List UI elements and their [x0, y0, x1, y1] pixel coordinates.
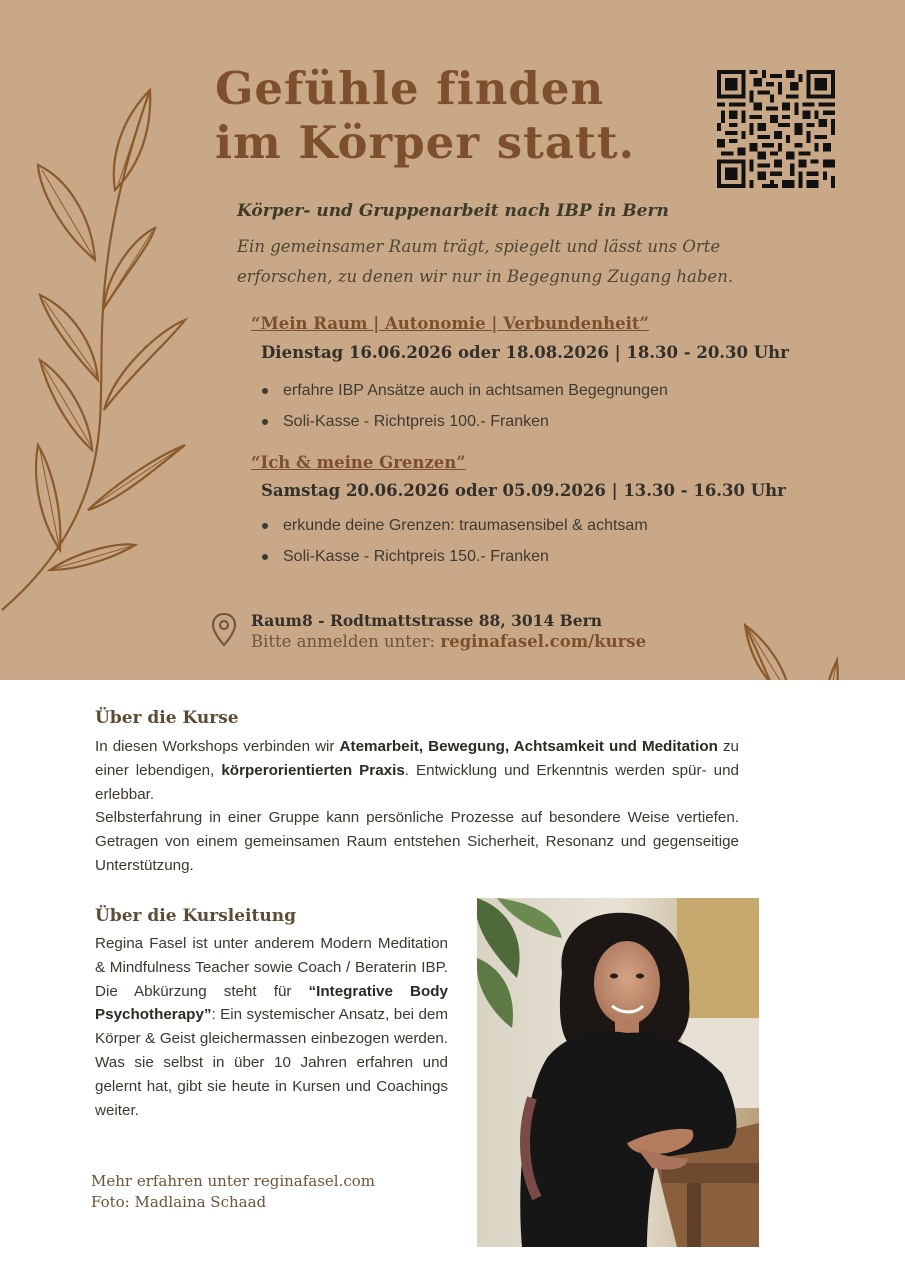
- list-item: erkunde deine Grenzen: traumasensibel & achtsam: [262, 516, 648, 547]
- course-1-title[interactable]: “Mein Raum | Autonomie | Verbundenheit”: [251, 314, 650, 333]
- list-item: Soli-Kasse - Richtpreis 100.- Franken: [262, 412, 668, 443]
- qr-code-icon[interactable]: [717, 70, 835, 188]
- text-span: Regina Fasel ist unter anderem Modern Meditation & Mindfulness Teacher sowie Coach / Beraterin IBP. Die Abkürzung steht für: [95, 935, 448, 1000]
- list-item: Soli-Kasse - Richtpreis 150.- Franken: [262, 547, 648, 578]
- text-bold: körperorientierten Praxis: [221, 761, 405, 779]
- photo-credit: Foto: Madlaina Schaad: [91, 1193, 267, 1211]
- location-address: Raum8 - Rodtmattstrasse 88, 3014 Bern: [251, 611, 603, 630]
- course-2-title[interactable]: “Ich & meine Grenzen”: [251, 453, 466, 472]
- registration-prefix: Bitte anmelden unter:: [251, 632, 441, 651]
- title-line-1: Gefühle finden: [215, 62, 605, 115]
- course-1-bullets: [262, 381, 668, 443]
- text-span: . Entwicklung und Erkenntnis werden spür- und erlebbar.: [95, 761, 739, 803]
- location-pin-icon: [211, 612, 237, 648]
- leaf-branch-icon: [0, 80, 200, 620]
- registration-line: [251, 632, 646, 651]
- about-courses-text: [95, 735, 739, 878]
- course-2-bullets: [262, 516, 648, 578]
- list-item: erfahre IBP Ansätze auch in achtsamen Begegnungen: [262, 381, 668, 412]
- course-1-date: Dienstag 16.06.2026 oder 18.08.2026 | 18.30 - 20.30 Uhr: [261, 343, 789, 362]
- text-span: Selbsterfahrung in einer Gruppe kann persönliche Prozesse auf besondere Weise vertiefen. Getragen von einem gemeinsamen Raum entstehen Sicherheit, Resonanz und gegenseitige Unterstützung.: [95, 809, 739, 874]
- text-bold: Atemarbeit, Bewegung, Achtsamkeit und Meditation: [339, 738, 718, 755]
- about-leader-text: [95, 932, 448, 1122]
- portrait-photo: [477, 898, 759, 1247]
- title-line-2: im Körper statt.: [215, 116, 636, 169]
- text-bold: “Integrative Body Psychotherapy”: [95, 982, 448, 1024]
- text-span: : Ein systemischer Ansatz, bei dem Körper & Geist gleichermassen einbezogen werden. Was sie selbst in über 10 Jahren erfahren und gelernt hat, gibt sie heute in Kursen und Coachings weiter.: [95, 1006, 448, 1119]
- registration-link[interactable]: reginafasel.com/kurse: [440, 632, 647, 651]
- intro-line-1: Ein gemeinsamer Raum trägt, spiegelt und lässt uns Orte: [237, 237, 721, 256]
- text-span: zu einer lebendigen,: [95, 738, 739, 779]
- about-courses-heading: Über die Kurse: [95, 708, 239, 728]
- text-span: In diesen Workshops verbinden wir: [95, 738, 340, 755]
- intro-text: [237, 232, 757, 292]
- course-2-date: Samstag 20.06.2026 oder 05.09.2026 | 13.30 - 16.30 Uhr: [261, 481, 786, 500]
- subtitle: Körper- und Gruppenarbeit nach IBP in Bern: [237, 201, 669, 221]
- about-leader-heading: Über die Kursleitung: [95, 906, 296, 926]
- more-info-link[interactable]: Mehr erfahren unter reginafasel.com: [91, 1172, 376, 1190]
- page-title: [215, 62, 695, 170]
- info-section: [0, 680, 905, 1280]
- intro-line-2: erforschen, zu denen wir nur in Begegnung Zugang haben.: [237, 267, 734, 286]
